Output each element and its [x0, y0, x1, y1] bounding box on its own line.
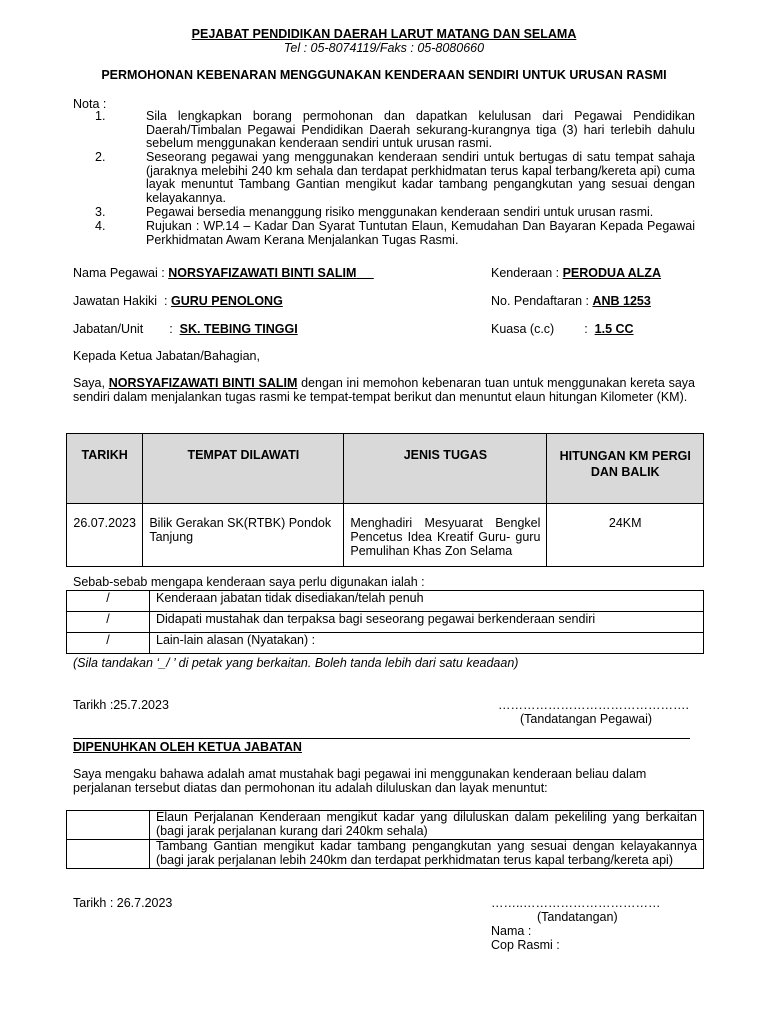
- col-tarikh: TARIKH: [67, 434, 143, 504]
- table-row: [67, 633, 704, 654]
- col-tempat: TEMPAT DILAWATI: [143, 434, 344, 504]
- elaun-text: Tambang Gantian mengikut kadar tambang pengangkutan yang sesuai dengan kelayakannya (bagi jarak perjalanan lebih 240km dan terdapat perkhidmatan terus kapal terbang/kereta api): [150, 840, 704, 869]
- letter-body: [73, 377, 695, 404]
- applicant-sign-label: (Tandatangan Pegawai): [520, 712, 653, 726]
- elaun-text: Elaun Perjalanan Kenderaan mengikut kadar yang diluluskan dalam pekeliling yang berkaitan (bagi jarak perjalanan kurang dari 240km sehala): [150, 811, 704, 840]
- reason-mark[interactable]: /: [67, 591, 150, 612]
- reason-mark[interactable]: /: [67, 633, 150, 654]
- col-km: HITUNGAN KM PERGI DAN BALIK: [547, 434, 704, 504]
- nota-num: 4.: [95, 219, 106, 234]
- applicant-sign-line: ……………………………………….: [498, 698, 689, 712]
- nama-value: NORSYAFIZAWATI BINTI SALIM: [168, 266, 357, 280]
- nota-item: [73, 110, 695, 151]
- reason-mark[interactable]: /: [67, 612, 150, 633]
- reasons-note: (Sila tandakan ‘_/ ’ di petak yang berkaitan. Boleh tanda lebih dari satu keadaan): [73, 656, 519, 670]
- nota-num: 2.: [95, 150, 106, 165]
- nota-item: [73, 151, 695, 205]
- head-sign-label: (Tandatangan): [537, 910, 618, 924]
- pendaftaran-label: No. Pendaftaran :: [491, 294, 589, 308]
- kenderaan-value: PERODUA ALZA: [562, 266, 661, 280]
- office-title: PEJABAT PENDIDIKAN DAERAH LARUT MATANG DAN SELAMA: [191, 27, 577, 41]
- kuasa-label: Kuasa (c.c): [491, 322, 555, 336]
- field-pendaftaran: [491, 294, 651, 308]
- reason-text: Kenderaan jabatan tidak disediakan/telah penuh: [150, 591, 704, 612]
- col-jenis: JENIS TUGAS: [344, 434, 547, 504]
- head-cop: Cop Rasmi :: [491, 938, 560, 952]
- letter-text: dengan ini memohon kebenaran tuan untuk menggunakan kereta saya sendiri dalam menjalankan tugas rasmi ke tempat-tempat berikut dan menuntut elaun hitungan Kilometer (KM).: [73, 376, 695, 404]
- salutation: Kepada Ketua Jabatan/Bahagian,: [73, 349, 260, 363]
- field-nama: Nama Pegawai : NORSYAFIZAWATI BINTI SALIM: [73, 266, 357, 280]
- head-date: Tarikh : 26.7.2023: [73, 896, 173, 910]
- jawatan-label: Jawatan Hakiki: [73, 294, 158, 308]
- nota-num: 3.: [95, 205, 106, 220]
- table-row: [67, 612, 704, 633]
- nota-text: Seseorang pegawai yang menggunakan kenderaan sendiri untuk bertugas di satu tempat sahaja (jaraknya melebihi 240 km sehala dan terdapat perkhidmatan terus kapal terbang/kereta api) cuma layak menuntut Tambang Gantian mengikut kadar tambang pengangkutan yang sesuai dengan kelayakannya.: [146, 150, 695, 206]
- nota-text: Sila lengkapkan borang permohonan dan dapatkan kelulusan dari Pegawai Pendidikan Daerah/Timbalan Pegawai Pendidikan Daerah sekurang-kurangnya tiga (3) hari terlebih dahulu sebelum menggunakan kenderaan sendiri untuk urusan rasmi.: [146, 109, 695, 151]
- cell-tempat: Bilik Gerakan SK(RTBK) Pondok Tanjung: [143, 504, 344, 567]
- nota-text: Rujukan : WP.14 – Kadar Dan Syarat Tuntutan Elaun, Kemudahan Dan Bayaran Kepada Pegawai Perkhidmatan Awam Kerana Menjalankan Tugas Rasmi.: [146, 219, 695, 247]
- trip-table: [66, 433, 704, 567]
- table-row: [67, 811, 704, 840]
- nota-text: Pegawai bersedia menanggung risiko menggunakan kenderaan sendiri untuk urusan rasmi.: [146, 205, 654, 220]
- nota-item: [73, 206, 695, 220]
- kuasa-value: 1.5 CC: [594, 322, 634, 336]
- elaun-table: [66, 810, 704, 869]
- head-section-title: DIPENUHKAN OLEH KETUA JABATAN: [73, 740, 302, 754]
- office-contact: Tel : 05-8074119/Faks : 05-8080660: [283, 41, 485, 55]
- applicant-date: Tarikh :25.7.2023: [73, 698, 169, 712]
- reasons-table: [66, 590, 704, 654]
- field-kenderaan: [491, 266, 661, 280]
- head-section-text: Saya mengaku bahawa adalah amat mustahak bagi pegawai ini menggunakan kenderaan beliau dalam perjalanan tersebut diatas dan permohonan itu adalah diluluskan dan layak menuntut:: [73, 767, 647, 795]
- cell-tarikh: 26.07.2023: [67, 504, 143, 567]
- divider: [73, 738, 690, 739]
- jabatan-label: Jabatan/Unit: [73, 322, 144, 336]
- reason-text: Didapati mustahak dan terpaksa bagi seseorang pegawai berkenderaan sendiri: [150, 612, 704, 633]
- elaun-mark[interactable]: [67, 840, 150, 869]
- nama-label: Nama Pegawai: [73, 266, 158, 280]
- table-row: [67, 591, 704, 612]
- head-sign-line: ……..……………………………: [491, 896, 661, 910]
- cell-jenis: Menghadiri Mesyuarat Bengkel Pencetus Idea Kreatif Guru- guru Pemulihan Khas Zon Selama: [344, 504, 547, 567]
- field-jawatan: Jawatan Hakiki : GURU PENOLONG: [73, 294, 283, 308]
- trip-table-header: [67, 434, 704, 504]
- nota-label: Nota :: [73, 97, 107, 111]
- nota-item: [73, 220, 695, 247]
- letter-saya: Saya,: [73, 376, 105, 390]
- table-row: [67, 840, 704, 869]
- letter-name: NORSYAFIZAWATI BINTI SALIM: [108, 376, 298, 390]
- nota-num: 1.: [95, 109, 106, 123]
- head-nama: Nama :: [491, 924, 532, 938]
- reason-text: Lain-lain alasan (Nyatakan) :: [150, 633, 704, 654]
- elaun-mark[interactable]: [67, 811, 150, 840]
- jawatan-value: GURU PENOLONG: [170, 294, 283, 308]
- field-jabatan: Jabatan/Unit : SK. TEBING TINGGI: [73, 322, 298, 336]
- nota-list: [73, 110, 695, 248]
- kenderaan-label: Kenderaan :: [491, 266, 560, 280]
- pendaftaran-value: ANB 1253: [592, 294, 651, 308]
- table-row: [67, 504, 704, 567]
- field-kuasa: Kuasa (c.c) : 1.5 CC: [491, 322, 634, 336]
- jabatan-value: SK. TEBING TINGGI: [179, 322, 298, 336]
- reasons-intro: Sebab-sebab mengapa kenderaan saya perlu digunakan ialah :: [73, 575, 425, 589]
- cell-km: 24KM: [547, 504, 704, 567]
- form-title: PERMOHONAN KEBENARAN MENGGUNAKAN KENDERAAN SENDIRI UNTUK URUSAN RASMI: [101, 68, 667, 82]
